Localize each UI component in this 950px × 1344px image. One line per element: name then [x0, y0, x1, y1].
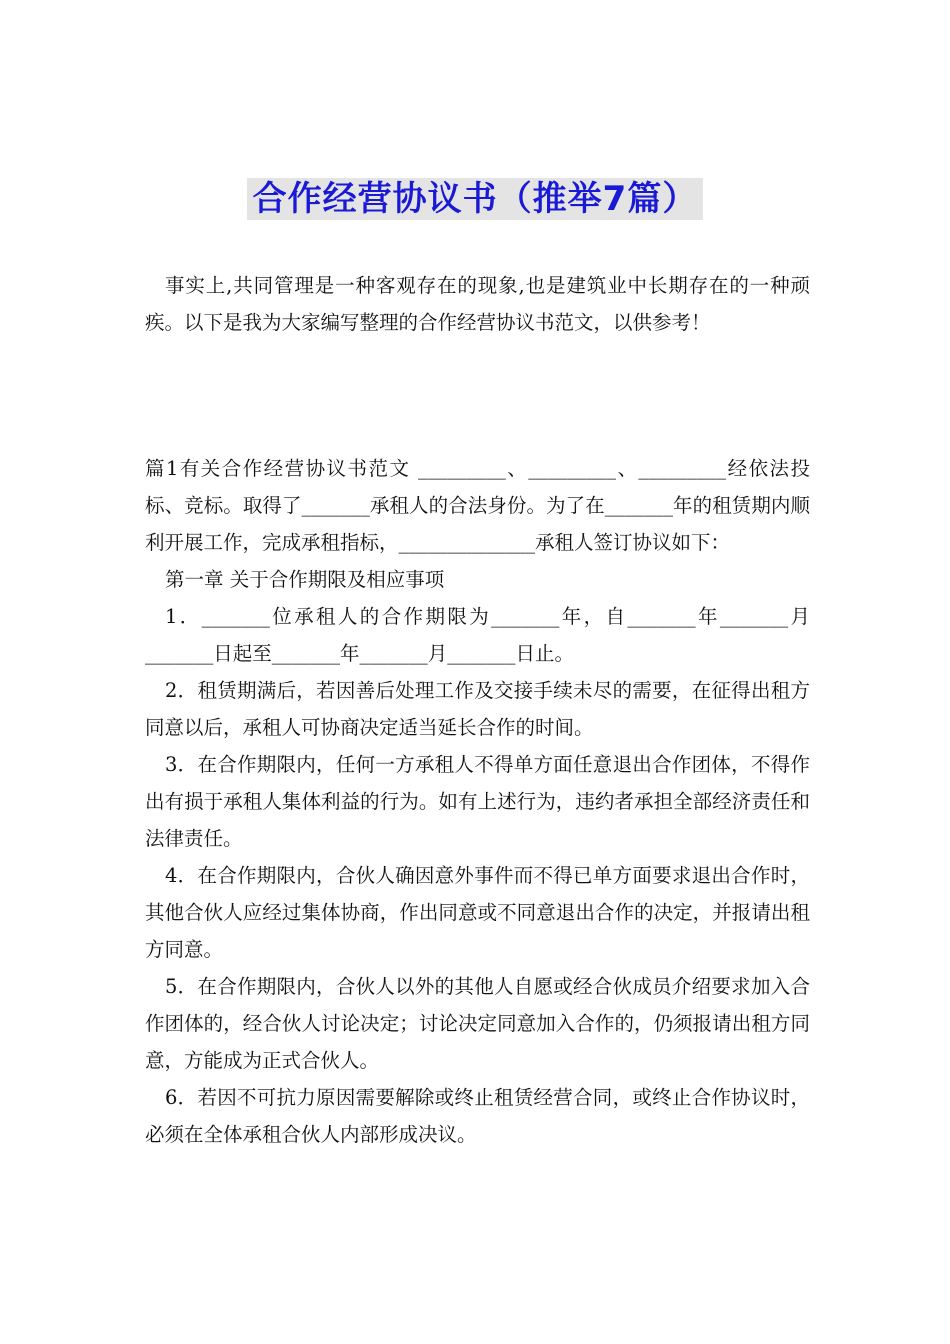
- document-title: 合作经营协议书（推举7篇）: [247, 178, 704, 220]
- clause-item: 1．_______位承租人的合作期限为_______年，自_______年_______月_______日起至_______年_______月_______日止。: [145, 605, 810, 665]
- intro-paragraph: 事实上,共同管理是一种客观存在的现象,也是建筑业中长期存在的一种顽疾。以下是我为大家编写整理的合作经营协议书范文，以供参考！: [145, 274, 810, 334]
- chapter-1-title: 第一章 关于合作期限及相应事项: [165, 568, 445, 591]
- section-1-opening: 篇1有关合作经营协议书范文 _________、_________、_________经依法投标、竞标。取得了_______承租人的合法身份。为了在_______年的租赁期内顺利开展工作，完成承租指标，______________承租人签订协议如下：: [145, 457, 810, 554]
- title-container: [0, 178, 950, 220]
- clause-item: 4．在合作期限内，合伙人确因意外事件而不得已单方面要求退出合作时，其他合伙人应经过集体协商，作出同意或不同意退出合作的决定，并报请出租方同意。: [145, 864, 810, 961]
- clause-item: 3．在合作期限内，任何一方承租人不得单方面任意退出合作团体，不得作出有损于承租人集体利益的行为。如有上述行为，违约者承担全部经济责任和法律责任。: [145, 753, 810, 850]
- section-1: [145, 450, 810, 1153]
- clause-item: 5．在合作期限内，合伙人以外的其他人自愿或经合伙成员介绍要求加入合作团体的，经合伙人讨论决定；讨论决定同意加入合作的，仍须报请出租方同意，方能成为正式合伙人。: [145, 975, 810, 1072]
- clause-item: 2．租赁期满后，若因善后处理工作及交接手续未尽的需要，在征得出租方同意以后，承租人可协商决定适当延长合作的时间。: [145, 679, 810, 739]
- clause-item: 6．若因不可抗力原因需要解除或终止租赁经营合同，或终止合作协议时，必须在全体承租合伙人内部形成决议。: [145, 1086, 810, 1146]
- intro-block: [145, 267, 810, 341]
